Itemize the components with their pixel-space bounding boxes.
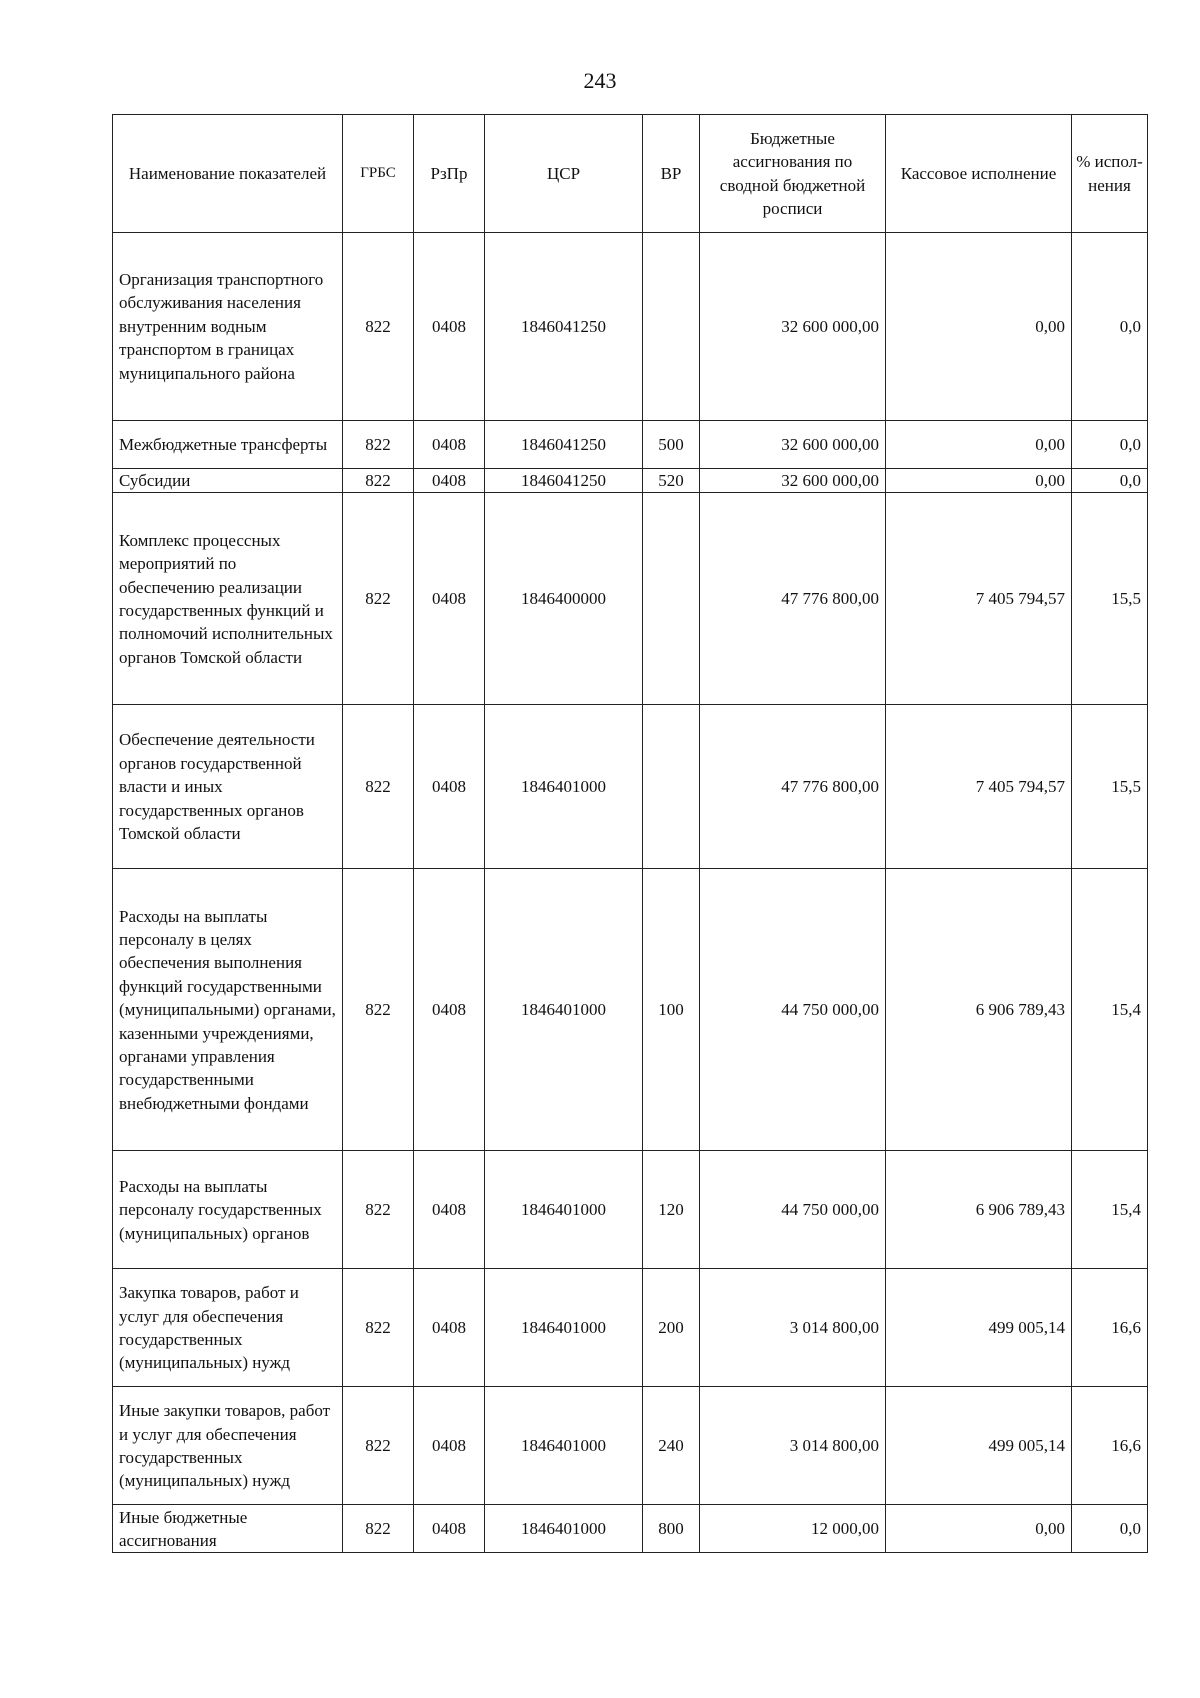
- row-vr: [643, 233, 700, 421]
- row-percent: 16,6: [1072, 1387, 1148, 1505]
- row-grbs: 822: [343, 233, 414, 421]
- row-csr: 1846401000: [485, 1269, 643, 1387]
- row-cash: 499 005,14: [886, 1387, 1072, 1505]
- row-csr: 1846401000: [485, 1505, 643, 1553]
- row-percent: 0,0: [1072, 469, 1148, 493]
- row-cash: 6 906 789,43: [886, 869, 1072, 1151]
- row-vr: 240: [643, 1387, 700, 1505]
- row-name: Межбюджетные трансферты: [113, 421, 343, 469]
- row-rzpr: 0408: [414, 1269, 485, 1387]
- row-name: Расходы на выплаты персоналу в целях обеспечения выполнения функций государственными (муниципальными) органами, казенными учреждениями, органами управления государственными внебюджетными фондами: [113, 869, 343, 1151]
- row-rzpr: 0408: [414, 1151, 485, 1269]
- row-csr: 1846401000: [485, 705, 643, 869]
- row-name: Закупка товаров, работ и услуг для обеспечения государственных (муниципальных) нужд: [113, 1269, 343, 1387]
- row-grbs: 822: [343, 469, 414, 493]
- row-percent: 15,4: [1072, 869, 1148, 1151]
- row-cash: 7 405 794,57: [886, 705, 1072, 869]
- table-row: [113, 705, 1148, 869]
- header-row: [113, 115, 1148, 233]
- row-cash: 6 906 789,43: [886, 1151, 1072, 1269]
- row-rzpr: 0408: [414, 1505, 485, 1553]
- row-grbs: 822: [343, 493, 414, 705]
- row-assignments: 44 750 000,00: [700, 869, 886, 1151]
- table-row: [113, 869, 1148, 1151]
- row-cash: 0,00: [886, 233, 1072, 421]
- header-name: Наименование показателей: [113, 115, 343, 233]
- row-name: Комплекс процессных мероприятий по обеспечению реализации государственных функций и полномочий исполнительных органов Томской области: [113, 493, 343, 705]
- row-cash: 499 005,14: [886, 1269, 1072, 1387]
- row-csr: 1846041250: [485, 233, 643, 421]
- row-percent: 15,4: [1072, 1151, 1148, 1269]
- row-grbs: 822: [343, 1387, 414, 1505]
- row-cash: 0,00: [886, 421, 1072, 469]
- row-csr: 1846401000: [485, 1151, 643, 1269]
- header-cash: Кассовое исполнение: [886, 115, 1072, 233]
- row-grbs: 822: [343, 1269, 414, 1387]
- row-vr: 120: [643, 1151, 700, 1269]
- table-row: [113, 421, 1148, 469]
- row-percent: 0,0: [1072, 233, 1148, 421]
- table-row: [113, 1505, 1148, 1553]
- row-percent: 15,5: [1072, 705, 1148, 869]
- row-percent: 0,0: [1072, 1505, 1148, 1553]
- table-row: [113, 1269, 1148, 1387]
- row-grbs: 822: [343, 1151, 414, 1269]
- table-row: [113, 1151, 1148, 1269]
- row-rzpr: 0408: [414, 421, 485, 469]
- row-name: Иные бюджетные ассигнования: [113, 1505, 343, 1553]
- table-row: [113, 233, 1148, 421]
- row-cash: 7 405 794,57: [886, 493, 1072, 705]
- row-grbs: 822: [343, 421, 414, 469]
- row-rzpr: 0408: [414, 1387, 485, 1505]
- row-csr: 1846041250: [485, 469, 643, 493]
- row-assignments: 32 600 000,00: [700, 469, 886, 493]
- row-percent: 0,0: [1072, 421, 1148, 469]
- row-assignments: 47 776 800,00: [700, 493, 886, 705]
- row-vr: 800: [643, 1505, 700, 1553]
- row-csr: 1846401000: [485, 869, 643, 1151]
- row-grbs: 822: [343, 705, 414, 869]
- header-vr: ВР: [643, 115, 700, 233]
- table-row: [113, 1387, 1148, 1505]
- row-rzpr: 0408: [414, 869, 485, 1151]
- row-name: Субсидии: [113, 469, 343, 493]
- header-assignments: Бюджетные ассигнования по сводной бюджетной росписи: [700, 115, 886, 233]
- row-name: Обеспечение деятельности органов государственной власти и иных государственных органов Томской области: [113, 705, 343, 869]
- row-assignments: 47 776 800,00: [700, 705, 886, 869]
- row-assignments: 12 000,00: [700, 1505, 886, 1553]
- row-grbs: 822: [343, 1505, 414, 1553]
- row-assignments: 3 014 800,00: [700, 1269, 886, 1387]
- table-row: [113, 469, 1148, 493]
- row-vr: [643, 493, 700, 705]
- row-vr: 200: [643, 1269, 700, 1387]
- row-percent: 16,6: [1072, 1269, 1148, 1387]
- row-cash: 0,00: [886, 469, 1072, 493]
- row-vr: 500: [643, 421, 700, 469]
- header-grbs: ГРБС: [343, 115, 414, 233]
- row-rzpr: 0408: [414, 705, 485, 869]
- row-csr: 1846041250: [485, 421, 643, 469]
- row-name: Организация транспортного обслуживания населения внутренним водным транспортом в границах муниципального района: [113, 233, 343, 421]
- row-vr: 520: [643, 469, 700, 493]
- row-assignments: 3 014 800,00: [700, 1387, 886, 1505]
- row-csr: 1846400000: [485, 493, 643, 705]
- table-row: [113, 493, 1148, 705]
- row-rzpr: 0408: [414, 233, 485, 421]
- row-vr: 100: [643, 869, 700, 1151]
- budget-table: [112, 114, 1148, 1553]
- page-number: 243: [583, 68, 617, 93]
- row-grbs: 822: [343, 869, 414, 1151]
- row-assignments: 32 600 000,00: [700, 233, 886, 421]
- row-cash: 0,00: [886, 1505, 1072, 1553]
- row-assignments: 32 600 000,00: [700, 421, 886, 469]
- row-csr: 1846401000: [485, 1387, 643, 1505]
- row-vr: [643, 705, 700, 869]
- row-name: Иные закупки товаров, работ и услуг для обеспечения государственных (муниципальных) нужд: [113, 1387, 343, 1505]
- row-name: Расходы на выплаты персоналу государственных (муниципальных) органов: [113, 1151, 343, 1269]
- row-rzpr: 0408: [414, 469, 485, 493]
- header-rzpr: РзПр: [414, 115, 485, 233]
- header-percent: % испол-нения: [1072, 115, 1148, 233]
- header-csr: ЦСР: [485, 115, 643, 233]
- row-assignments: 44 750 000,00: [700, 1151, 886, 1269]
- row-percent: 15,5: [1072, 493, 1148, 705]
- row-rzpr: 0408: [414, 493, 485, 705]
